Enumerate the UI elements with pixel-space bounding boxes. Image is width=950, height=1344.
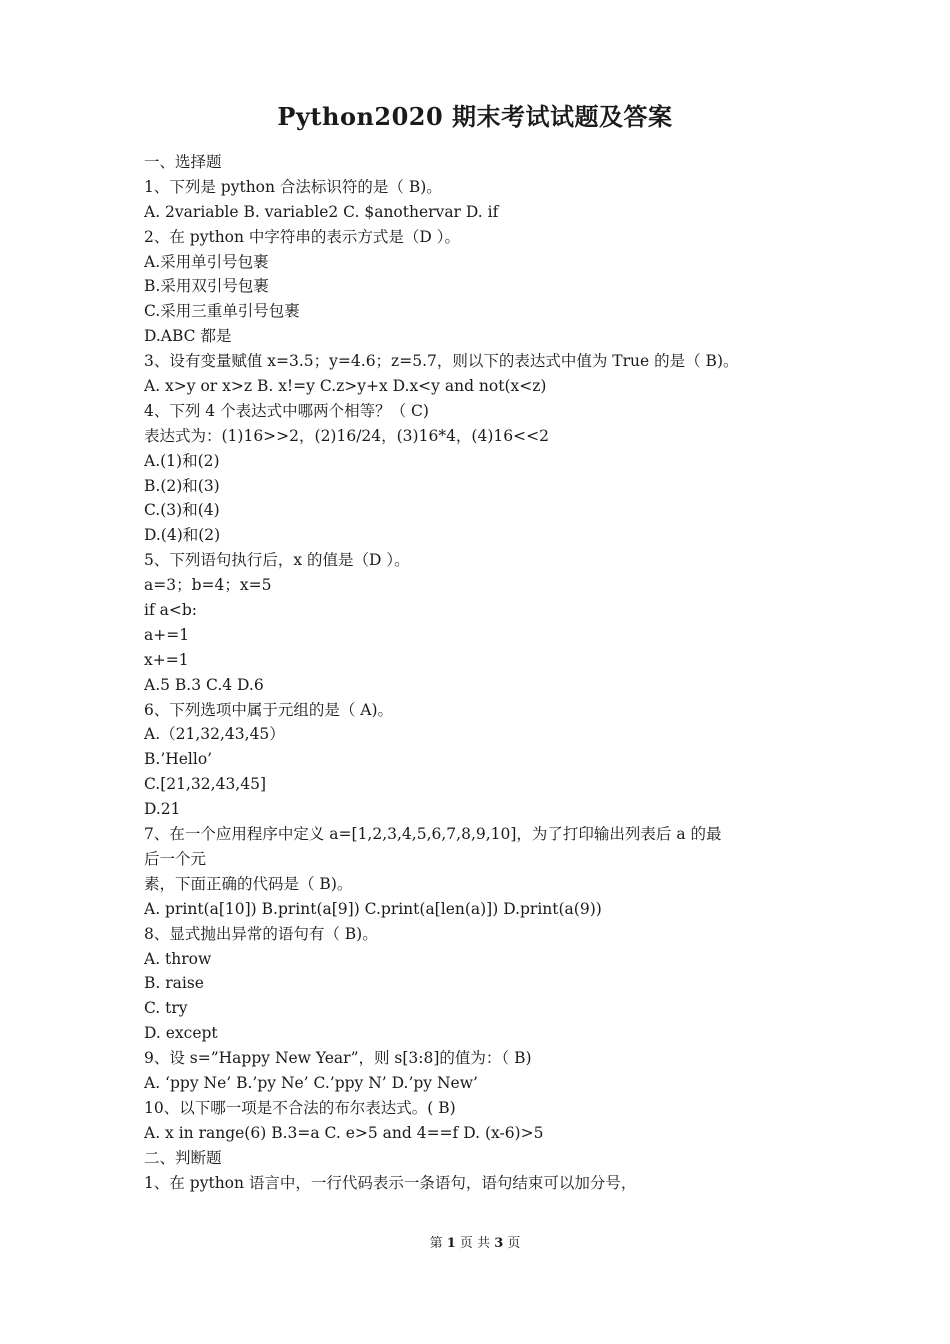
question-8-option-a: A. throw (144, 949, 212, 968)
judgement-question-1: 1、在 python 语言中，一行代码表示一条语句，语句结束可以加分号， (144, 1173, 637, 1192)
question-7: 7、在一个应用程序中定义 a=[1,2,3,4,5,6,7,8,9,10]，为了打印输出列表后 a 的最 (144, 825, 722, 844)
question-4-expression: 表达式为：(1)16>>2，(2)16/24，(3)16*4，(4)16<<2 (144, 426, 549, 445)
question-10-options: A. x in range(6) B.3=a C. e>5 and 4==f D. (x-6)>5 (144, 1123, 544, 1142)
question-7-continued: 素，下面正确的代码是（ B)。 (144, 874, 353, 893)
question-8-option-d: D. except (144, 1024, 218, 1043)
question-5-code-line: x+=1 (144, 650, 189, 669)
footer-prefix: 第 (429, 1236, 443, 1251)
question-4-option-c: C.(3)和(4) (144, 501, 220, 520)
question-6-option-d: D.21 (144, 800, 181, 819)
question-4-option-a: A.(1)和(2) (144, 451, 220, 470)
question-4: 4、下列 4 个表达式中哪两个相等？（ C) (144, 401, 429, 420)
question-6-option-a: A.（21,32,43,45） (144, 725, 285, 744)
question-2-option-a: A.采用单引号包裹 (144, 252, 269, 271)
question-7-options: A. print(a[10]) B.print(a[9]) C.print(a[len(a)]) D.print(a(9)) (144, 899, 602, 918)
question-2-option-b: B.采用双引号包裹 (144, 277, 269, 296)
question-5-code-line: a+=1 (144, 625, 190, 644)
footer-suffix: 页 (507, 1236, 521, 1251)
question-5-code-line: if a<b: (144, 601, 197, 620)
question-5-code-line: a=3；b=4；x=5 (144, 576, 272, 595)
question-8-option-c: C. try (144, 999, 188, 1018)
question-8-option-b: B. raise (144, 974, 204, 993)
section-heading-choice: 一、选择题 (144, 153, 222, 171)
question-3: 3、设有变量赋值 x=3.5；y=4.6；z=5.7，则以下的表达式中值为 True 的是（ B)。 (144, 352, 739, 371)
question-2-option-c: C.采用三重单引号包裹 (144, 302, 300, 321)
question-9: 9、设 s=”Happy New Year”，则 s[3:8]的值为：（ B) (144, 1049, 532, 1068)
question-3-options: A. x>y or x>z B. x!=y C.z>y+x D.x<y and not(x<z) (144, 377, 547, 396)
question-6: 6、下列选项中属于元组的是（ A)。 (144, 700, 394, 719)
question-6-option-c: C.[21,32,43,45] (144, 775, 267, 794)
question-9-options: A. ‘ppy Ne’ B.’py Ne’ C.’ppy N’ D.’py New’ (144, 1073, 478, 1092)
question-8: 8、显式抛出异常的语句有（ B)。 (144, 924, 378, 943)
question-7-continued: 后一个元 (144, 849, 207, 868)
question-1-options: A. 2variable B. variable2 C. $anothervar D. if (144, 202, 499, 221)
page-footer (0, 1234, 950, 1254)
question-2: 2、在 python 中字符串的表示方式是（D ）。 (144, 227, 461, 246)
document-body (144, 150, 824, 1195)
question-4-option-b: B.(2)和(3) (144, 476, 220, 495)
question-4-option-d: D.(4)和(2) (144, 526, 221, 545)
question-2-option-d: D.ABC 都是 (144, 327, 232, 346)
document-title: Python2020 期末考试试题及答案 (277, 102, 673, 131)
footer-page-number: 1 (446, 1236, 456, 1251)
section-heading-judgement: 二、判断题 (144, 1148, 222, 1167)
question-10: 10、以下哪一项是不合法的布尔表达式。( B) (144, 1098, 456, 1117)
question-6-option-b: B.’Hello’ (144, 750, 213, 769)
footer-middle: 页 共 (459, 1236, 491, 1251)
question-5: 5、下列语句执行后，x 的值是（D ）。 (144, 551, 410, 570)
footer-total-pages: 3 (494, 1236, 504, 1251)
question-1: 1、下列是 python 合法标识符的是（ B)。 (144, 177, 442, 196)
question-5-options: A.5 B.3 C.4 D.6 (144, 675, 264, 694)
